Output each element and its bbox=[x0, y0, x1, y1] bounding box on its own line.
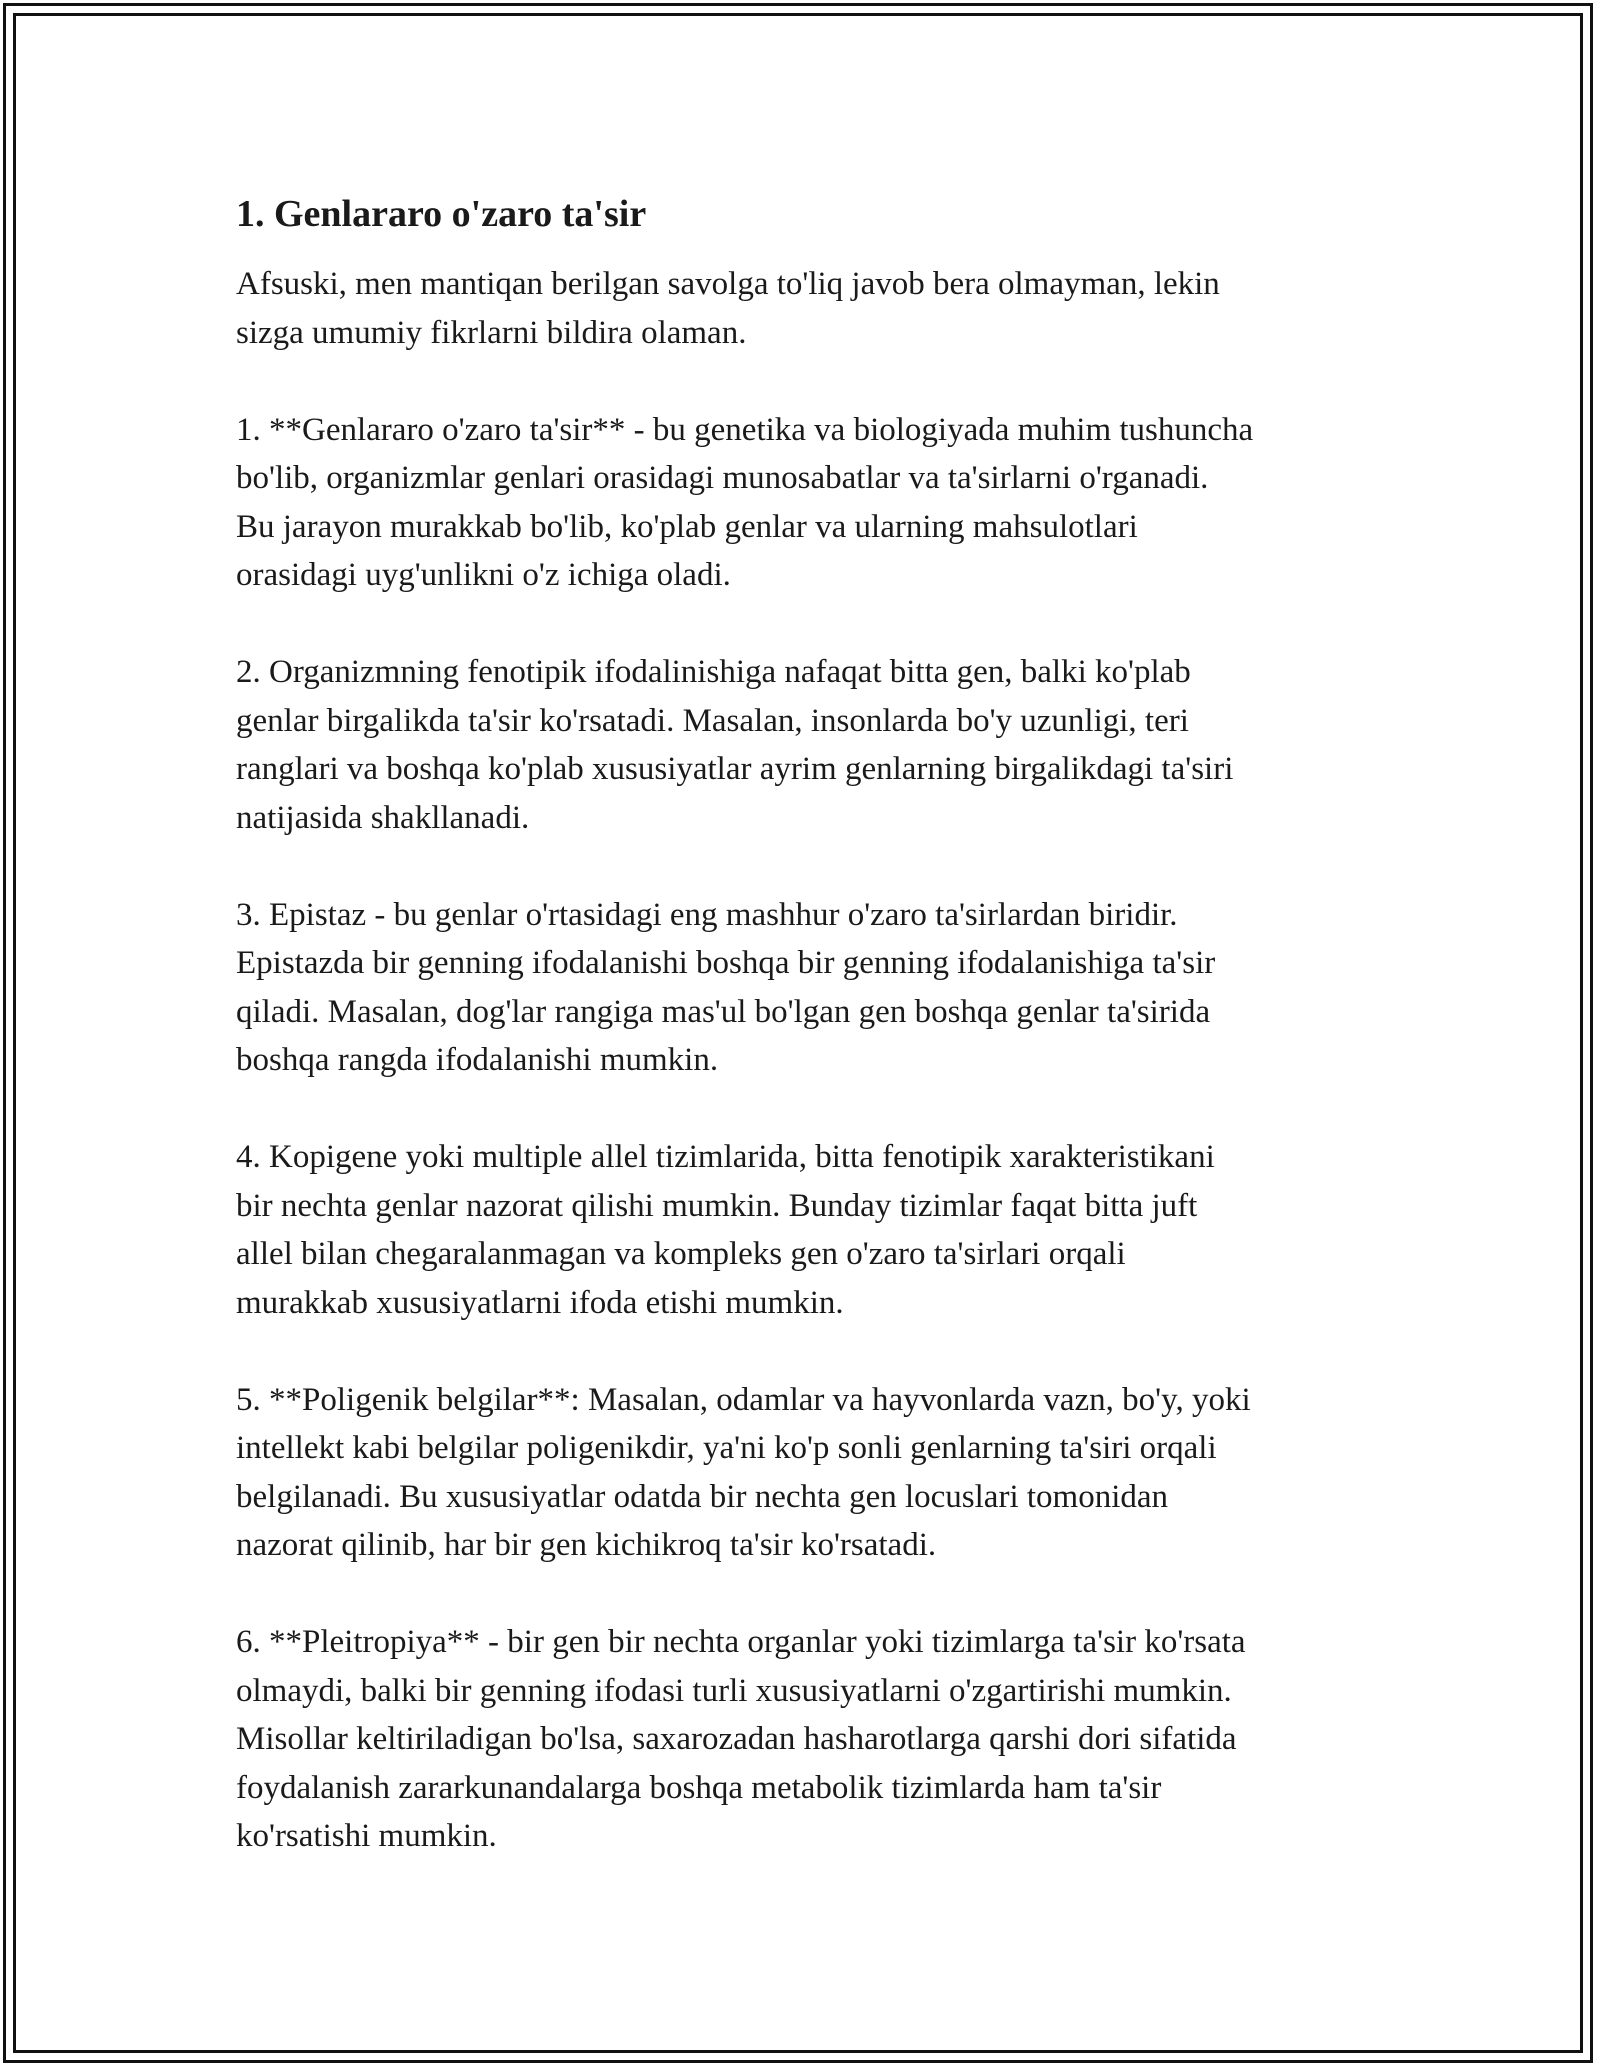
paragraph-5: 5. **Poligenik belgilar**: Masalan, odamlar va hayvonlarda vazn, bo'y, yoki intellekt kabi belgilar poligenikdir, ya'ni ko'p sonli genlarning ta'siri orqali belgilanadi. Bu xususiyatlar odatda bir nechta gen locuslari tomonidan nazorat qilinib, har bir gen kichikroq ta'sir ko'rsatadi. bbox=[236, 1381, 1251, 1563]
paragraph-3: 3. Epistaz - bu genlar o'rtasidagi eng mashhur o'zaro ta'sirlardan biridir. Epistazda bir genning ifodalanishi boshqa bir genning ifodalanishiga ta'sir qiladi. Masalan, dog'lar rangiga mas'ul bo'lgan gen boshqa genlar ta'sirida boshqa rangda ifodalanishi mumkin. bbox=[236, 896, 1216, 1078]
page-title: 1. Genlararo o'zaro ta'sir bbox=[236, 193, 647, 235]
intro-paragraph: Afsuski, men mantiqan berilgan savolga to'liq javob bera olmayman, lekin sizga umumiy fikrlarni bildira olaman. bbox=[236, 266, 1220, 351]
paragraph-4: 4. Kopigene yoki multiple allel tizimlarida, bitta fenotipik xarakteristikani bir nechta genlar nazorat qilishi mumkin. Bunday tizimlar faqat bitta juft allel bilan chegaralanmagan va kompleks gen o'zaro ta'sirlari orqali murakkab xususiyatlarni ifoda etishi mumkin. bbox=[236, 1139, 1215, 1321]
paragraph-2: 2. Organizmning fenotipik ifodalinishiga nafaqat bitta gen, balki ko'plab genlar birgalikda ta'sir ko'rsatadi. Masalan, insonlarda bo'y uzunligi, teri ranglari va boshqa ko'plab xususiyatlar ayrim genlarning birgalikdagi ta'siri natijasida shakllanadi. bbox=[236, 654, 1234, 836]
document-body bbox=[236, 188, 1396, 1909]
paragraph-1: 1. **Genlararo o'zaro ta'sir** - bu genetika va biologiyada muhim tushuncha bo'lib, organizmlar genlari orasidagi munosabatlar va ta'sirlarni o'rganadi. Bu jarayon murakkab bo'lib, ko'plab genlar va ularning mahsulotlari orasidagi uyg'unlikni o'z ichiga oladi. bbox=[236, 411, 1254, 593]
paragraph-6: 6. **Pleitropiya** - bir gen bir nechta organlar yoki tizimlarga ta'sir ko'rsata olmaydi, balki bir genning ifodasi turli xususiyatlarni o'zgartirishi mumkin. Misollar keltiriladigan bo'lsa, saxarozadan hasharotlarga qarshi dori sifatida foydalanish zararkunandalarga boshqa metabolik tizimlarda ham ta'sir ko'rsatishi mumkin. bbox=[236, 1624, 1246, 1854]
